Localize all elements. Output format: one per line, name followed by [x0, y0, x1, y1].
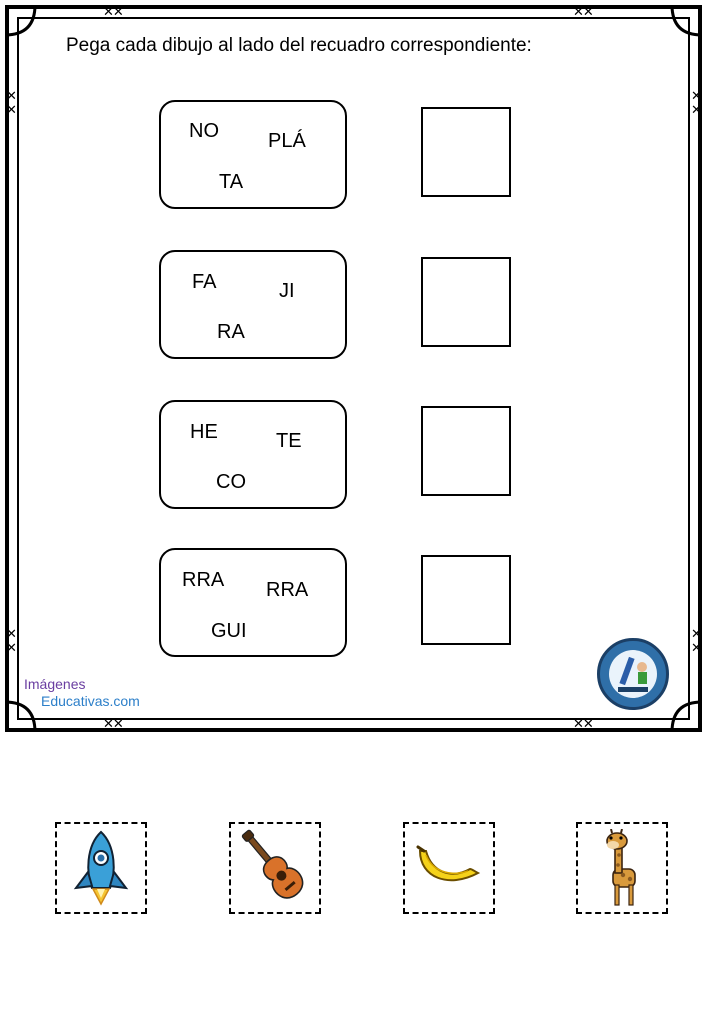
paste-target-box[interactable]: [421, 555, 511, 645]
syllable: RRA: [266, 579, 309, 601]
syllable-box: [159, 100, 347, 209]
frame-cross-ornament-icon: ✕ ✕: [691, 627, 701, 656]
syllable: RA: [217, 321, 245, 343]
cutout-picture-box[interactable]: [229, 822, 321, 914]
syllable: TA: [219, 171, 244, 193]
syllable: FA: [192, 271, 217, 293]
site-badge-icon: [597, 638, 669, 710]
frame-cross-ornament-icon: ✕✕: [573, 5, 593, 20]
page-frame-inner: [17, 17, 690, 720]
syllable-box: [159, 400, 347, 509]
frame-corner-ornament-icon: [662, 692, 702, 732]
syllable: CO: [216, 471, 246, 493]
syllable: GUI: [211, 620, 247, 642]
rocket-icon: [72, 830, 130, 906]
frame-cross-ornament-icon: ✕ ✕: [6, 627, 16, 656]
guitar-icon: [235, 828, 315, 908]
syllable: HE: [190, 421, 218, 443]
cutout-picture-box[interactable]: [55, 822, 147, 914]
cutout-picture-box[interactable]: [576, 822, 668, 914]
frame-cross-ornament-icon: ✕✕: [103, 717, 123, 732]
syllable: PLÁ: [268, 130, 306, 152]
site-logo: [24, 676, 140, 710]
paste-target-box[interactable]: [421, 406, 511, 496]
syllable: TE: [276, 430, 302, 452]
frame-corner-ornament-icon: [5, 5, 45, 45]
logo-line-2: Educativas.com: [41, 693, 140, 709]
syllable: RRA: [182, 569, 225, 591]
cutout-picture-box[interactable]: [403, 822, 495, 914]
syllable-box: [159, 250, 347, 359]
banana-icon: [414, 843, 484, 893]
syllable: NO: [189, 120, 219, 142]
frame-cross-ornament-icon: ✕✕: [573, 717, 593, 732]
paste-target-box[interactable]: [421, 257, 511, 347]
logo-line-1: Imágenes: [24, 676, 86, 692]
frame-cross-ornament-icon: ✕✕: [103, 5, 123, 20]
syllable: JI: [279, 280, 295, 302]
paste-target-box[interactable]: [421, 107, 511, 197]
giraffe-icon: [599, 829, 645, 907]
frame-cross-ornament-icon: ✕ ✕: [691, 89, 701, 118]
frame-cross-ornament-icon: ✕ ✕: [6, 89, 16, 118]
syllable-box: [159, 548, 347, 657]
instruction-text: Pega cada dibujo al lado del recuadro correspondiente:: [66, 35, 532, 56]
frame-corner-ornament-icon: [662, 5, 702, 45]
